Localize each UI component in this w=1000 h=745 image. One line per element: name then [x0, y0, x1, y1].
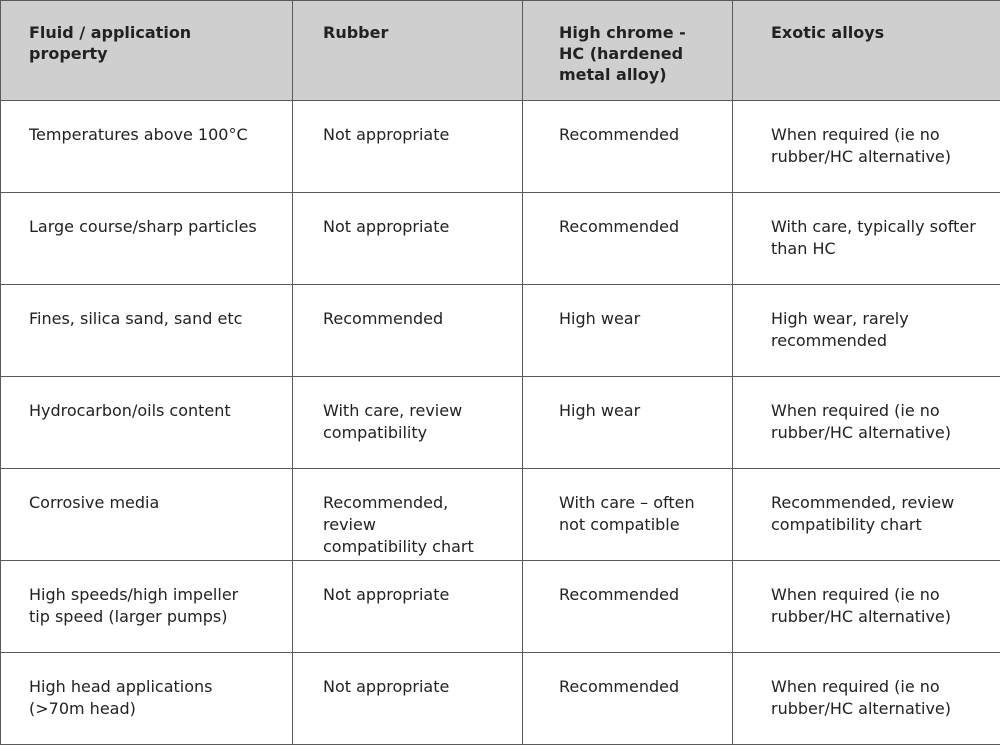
table-row — [1, 469, 1000, 561]
rubber-cell: With care, review compatibility — [293, 377, 523, 469]
table-row — [1, 377, 1000, 469]
header-exotic-alloys: Exotic alloys — [733, 1, 1000, 101]
rubber-cell: Not appropriate — [293, 101, 523, 193]
rubber-cell: Recommended, review compatibility chart — [293, 469, 523, 561]
high-chrome-cell: With care – often not compatible — [523, 469, 733, 561]
exotic-alloys-cell: When required (ie no rubber/HC alternative) — [733, 561, 1000, 653]
exotic-alloys-cell: Recommended, review compatibility chart — [733, 469, 1000, 561]
property-cell: High speeds/high impeller tip speed (larger pumps) — [1, 561, 293, 653]
rubber-cell: Recommended — [293, 285, 523, 377]
exotic-alloys-cell: High wear, rarely recommended — [733, 285, 1000, 377]
table-row — [1, 653, 1000, 745]
header-fluid-property: Fluid / application property — [1, 1, 293, 101]
property-cell: Large course/sharp particles — [1, 193, 293, 285]
header-row — [1, 1, 1000, 101]
table-header — [1, 1, 1000, 101]
table-row — [1, 561, 1000, 653]
exotic-alloys-cell: With care, typically softer than HC — [733, 193, 1000, 285]
exotic-alloys-cell: When required (ie no rubber/HC alternative) — [733, 653, 1000, 745]
high-chrome-cell: Recommended — [523, 101, 733, 193]
table-row — [1, 193, 1000, 285]
exotic-alloys-cell: When required (ie no rubber/HC alternative) — [733, 377, 1000, 469]
table-row — [1, 101, 1000, 193]
property-cell: Temperatures above 100°C — [1, 101, 293, 193]
table-row — [1, 285, 1000, 377]
rubber-cell: Not appropriate — [293, 653, 523, 745]
header-rubber: Rubber — [293, 1, 523, 101]
property-cell: Fines, silica sand, sand etc — [1, 285, 293, 377]
high-chrome-cell: Recommended — [523, 653, 733, 745]
exotic-alloys-cell: When required (ie no rubber/HC alternative) — [733, 101, 1000, 193]
high-chrome-cell: High wear — [523, 377, 733, 469]
high-chrome-cell: Recommended — [523, 193, 733, 285]
rubber-cell: Not appropriate — [293, 193, 523, 285]
property-cell: High head applications (>70m head) — [1, 653, 293, 745]
high-chrome-cell: High wear — [523, 285, 733, 377]
property-cell: Hydrocarbon/oils content — [1, 377, 293, 469]
property-cell: Corrosive media — [1, 469, 293, 561]
table-body — [1, 101, 1000, 745]
header-high-chrome: High chrome - HC (hardened metal alloy) — [523, 1, 733, 101]
high-chrome-cell: Recommended — [523, 561, 733, 653]
rubber-cell: Not appropriate — [293, 561, 523, 653]
